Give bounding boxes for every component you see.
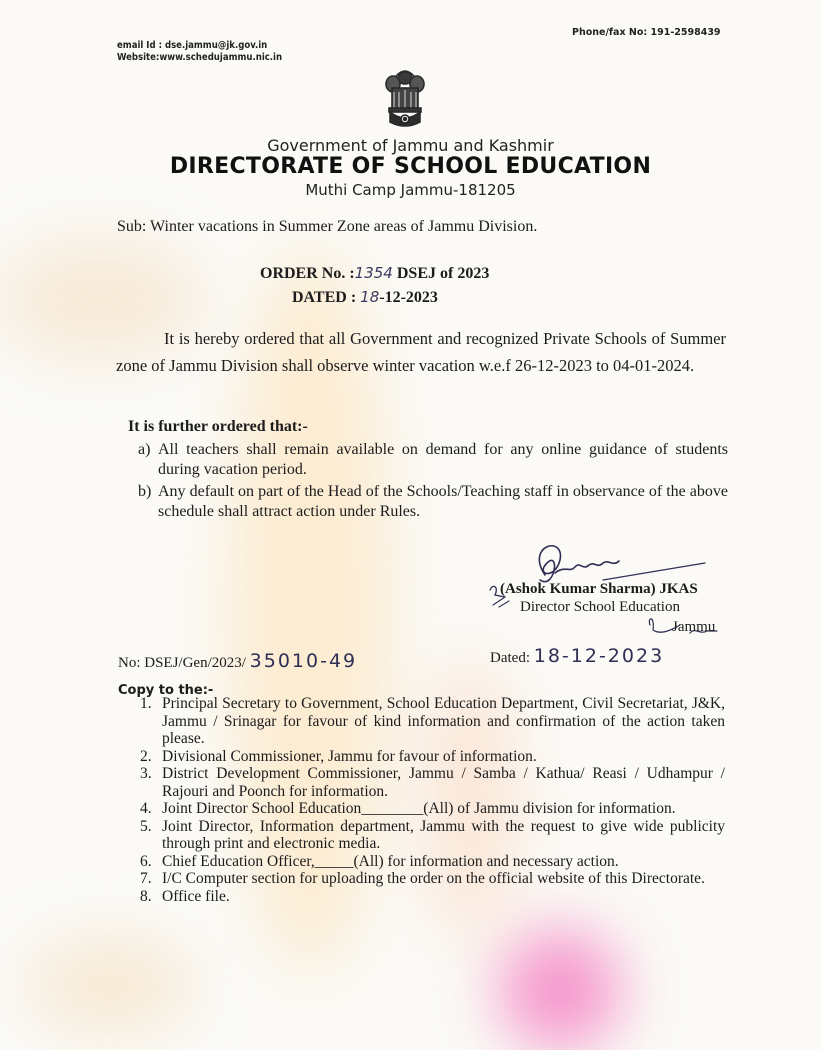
reference-dated-label: Dated: <box>490 650 530 666</box>
point-text: All teachers shall remain available on demand for any online guidance of students during vacation period. <box>158 441 728 478</box>
copy-to-item <box>140 695 725 748</box>
order-suffix: DSEJ of 2023 <box>392 265 490 282</box>
item-number: 1. <box>140 695 152 712</box>
directorate-title: DIRECTORATE OF SCHOOL EDUCATION <box>169 154 652 179</box>
paper-stain <box>30 940 190 1030</box>
point-marker: b) <box>138 483 152 500</box>
item-number: 3. <box>140 765 152 782</box>
government-name: Government of Jammu and Kashmir <box>267 136 554 155</box>
dated-label: DATED : <box>292 289 357 306</box>
copy-to-title: Copy to the:- <box>118 683 214 698</box>
pink-ink-stain <box>500 930 620 1050</box>
reference-number <box>118 650 357 672</box>
order-point <box>138 440 728 480</box>
item-text: I/C Computer section for uploading the order on the official website of this Directorate. <box>162 870 705 887</box>
copy-to-item <box>140 870 725 888</box>
dated-day-handwritten: 18 <box>360 288 380 306</box>
point-text: Any default on part of the Head of the Schools/Teaching staff in observance of the above schedule shall attract action under Rules. <box>158 483 728 520</box>
further-heading: It is further ordered that:- <box>128 418 308 435</box>
item-text: Joint Director, Information department, Jammu with the request to give wide publicity through print and electronic media. <box>162 817 725 852</box>
contact-info <box>117 40 282 64</box>
order-points <box>138 440 728 524</box>
item-text: Principal Secretary to Government, School Education Department, Civil Secretariat, J&K, Jammu / Srinagar for favour of kind information and confirmation of the action taken please. <box>162 695 725 747</box>
signer-title: Director School Education <box>520 599 680 615</box>
item-number: 5. <box>140 817 152 835</box>
copy-to-item <box>140 748 725 766</box>
point-marker: a) <box>138 441 151 458</box>
item-text: Office file. <box>162 887 230 905</box>
reference-no-handwritten: 35010-49 <box>249 650 358 672</box>
order-paragraph <box>116 325 726 379</box>
copy-to-item <box>140 800 725 818</box>
directorate-address: Muthi Camp Jammu-181205 <box>305 181 516 199</box>
reference-date <box>490 645 664 667</box>
signer-name: (Ashok Kumar Sharma) JKAS <box>500 581 698 597</box>
copy-to-item <box>140 818 725 853</box>
subject-line: Sub: Winter vacations in Summer Zone areas of Jammu Division. <box>117 218 538 235</box>
phone-fax: Phone/fax No: 191-2598439 <box>572 27 721 38</box>
copy-to-list <box>140 695 725 905</box>
copy-to-item <box>140 888 725 906</box>
item-number: 7. <box>140 870 152 887</box>
order-label: ORDER No. : <box>260 265 355 282</box>
dated-rest: -12-2023 <box>379 289 438 306</box>
item-number: 6. <box>140 852 152 870</box>
item-number: 4. <box>140 800 152 817</box>
copy-to-item <box>140 853 725 871</box>
reference-no-label: No: DSEJ/Gen/2023/ <box>118 655 246 671</box>
order-paragraph-text: It is hereby ordered that all Government and recognized Private Schools of Summer zone of Jammu Division shall observe winter vacation w.e.f 26-12-2023 to 04-01-2024. <box>116 329 726 375</box>
order-date <box>292 288 438 307</box>
item-text: District Development Commissioner, Jammu / Samba / Kathua/ Reasi / Udhampur / Rajouri and Poonch for information. <box>162 765 725 800</box>
reference-dated-handwritten: 18-12-2023 <box>533 645 665 667</box>
email-line: email Id : dse.jammu@jk.gov.in <box>117 40 268 51</box>
item-text: Joint Director School Education________(All) of Jammu division for information. <box>162 800 676 817</box>
item-text: Divisional Commissioner, Jammu for favour of information. <box>162 747 537 765</box>
order-number-handwritten: 1354 <box>354 264 393 282</box>
item-text: Chief Education Officer,_____(All) for information and necessary action. <box>162 852 619 870</box>
state-emblem-icon <box>378 62 432 136</box>
item-number: 2. <box>140 747 152 765</box>
order-number <box>260 264 489 283</box>
item-number: 8. <box>140 887 152 905</box>
copy-to-item <box>140 765 725 800</box>
website-line: Website:www.schedujammu.nic.in <box>117 52 283 63</box>
order-point <box>138 482 728 522</box>
signer-location: Jammu <box>672 619 716 635</box>
